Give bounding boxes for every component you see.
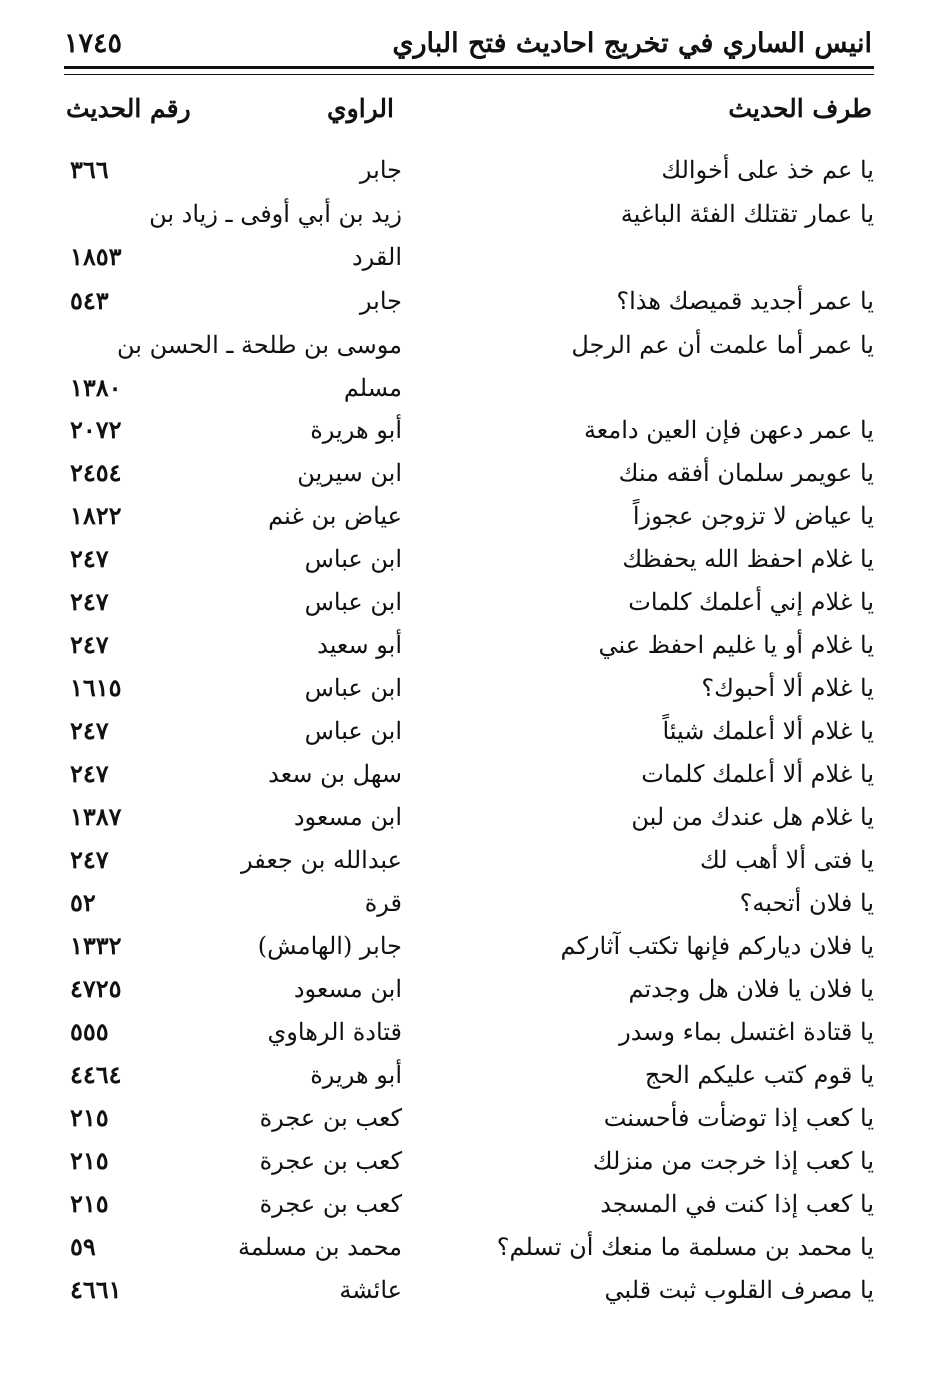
hadith-text: يا غلام ألا أعلمك كلمات [641,760,874,788]
table-row [0,840,944,880]
table-row [0,453,944,493]
header-rule-thick [64,66,874,69]
rawi-name: ابن سيرين [297,459,402,487]
rawi-name: جابر (الهامش) [257,932,402,960]
hadith-text: يا كعب إذا توضأت فأحسنت [603,1104,874,1132]
hadith-number: ٥٥٥ [70,1017,109,1046]
hadith-text: يا قوم كتب عليكم الحج [644,1061,874,1089]
rawi-name: محمد بن مسلمة [238,1233,402,1261]
rawi-name: أبو هريرة [310,416,402,444]
table-row [0,883,944,923]
rawi-name: أبو سعيد [317,631,402,659]
hadith-text: يا فلان يا فلان هل وجدتم [628,975,874,1003]
rawi-name: كعب بن عجرة [259,1147,402,1175]
hadith-text: يا غلام إني أعلمك كلمات [628,588,874,616]
hadith-number: ٢١٥ [70,1189,109,1218]
rawi-name: قرة [364,889,402,917]
column-header-rawi: الراوي [327,94,394,123]
rawi-name: قتادة الرهاوي [267,1018,402,1046]
table-row [0,1270,944,1310]
hadith-number: ٢٤٧ [70,630,109,659]
hadith-number: ٥٢ [70,888,96,917]
rawi-name: كعب بن عجرة [259,1190,402,1218]
hadith-text: يا غلام احفظ الله يحفظك [622,545,874,573]
page-number: ١٧٤٥ [64,28,123,59]
table-row [0,539,944,579]
hadith-text: يا فلان أتحبه؟ [739,889,874,917]
table-row [0,711,944,751]
rawi-name: ابن عباس [304,717,402,745]
rawi-name: موسى بن طلحة ـ الحسن بن [117,331,402,359]
table-row [0,237,944,277]
hadith-number: ٢٤٧ [70,716,109,745]
hadith-text: يا فلان دياركم فإنها تكتب آثاركم [560,932,874,960]
rawi-name: مسلم [343,374,402,402]
hadith-text: يا غلام ألا أحبوك؟ [701,674,874,702]
rawi-name: أبو هريرة [310,1061,402,1089]
hadith-text: يا عمر أما علمت أن عم الرجل [571,331,874,359]
table-row [0,1227,944,1267]
rawi-name: جابر [359,287,402,315]
hadith-text: يا كعب إذا كنت في المسجد [600,1190,874,1218]
hadith-text: يا عمر دعهن فإن العين دامعة [583,416,874,444]
table-row [0,368,944,408]
table-row [0,194,944,234]
hadith-number: ٢٠٧٢ [70,415,122,444]
hadith-number: ١٣٨٧ [70,802,122,831]
table-row [0,1055,944,1095]
hadith-text: يا مصرف القلوب ثبت قلبي [604,1276,874,1304]
column-header-number: رقم الحديث [66,94,191,123]
rawi-name: ابن عباس [304,674,402,702]
table-row [0,926,944,966]
rawi-name: ابن عباس [304,545,402,573]
header-rule-thin [64,74,874,75]
table-row [0,1012,944,1052]
rawi-name: ابن مسعود [293,975,402,1003]
hadith-text: يا غلام ألا أعلمك شيئاً [662,717,874,745]
hadith-text: يا عياض لا تزوجن عجوزاً [632,502,874,530]
table-row [0,1184,944,1224]
hadith-number: ١٨٢٢ [70,501,122,530]
rawi-name: ابن مسعود [293,803,402,831]
hadith-text: يا عمار تقتلك الفئة الباغية [620,200,874,228]
hadith-text: يا عم خذ على أخوالك [661,156,874,184]
table-row [0,797,944,837]
table-row [0,281,944,321]
rawi-name: ابن عباس [304,588,402,616]
hadith-text: يا عمر أجديد قميصك هذا؟ [616,287,874,315]
table-row [0,668,944,708]
hadith-number: ٥٩ [70,1232,96,1261]
rawi-name: سهل بن سعد [268,760,402,788]
hadith-number: ٢٤٧ [70,845,109,874]
table-row [0,582,944,622]
hadith-number: ١٦١٥ [70,673,122,702]
rawi-name: عبدالله بن جعفر [241,846,402,874]
hadith-number: ٤٧٢٥ [70,974,122,1003]
hadith-number: ٢٤٧ [70,759,109,788]
rawi-name: كعب بن عجرة [259,1104,402,1132]
rawi-name: زيد بن أبي أوفى ـ زياد بن [149,200,402,228]
hadith-text: يا غلام أو يا غليم احفظ عني [598,631,874,659]
table-row [0,1098,944,1138]
column-header-hadith: طرف الحديث [728,94,872,123]
hadith-number: ٢٤٥٤ [70,458,122,487]
rawi-name: القرد [351,243,402,271]
table-row [0,969,944,1009]
rawi-name: عائشة [339,1276,402,1304]
hadith-number: ١٨٥٣ [70,242,122,271]
hadith-text: يا فتى ألا أهب لك [699,846,874,874]
hadith-text: يا كعب إذا خرجت من منزلك [592,1147,874,1175]
hadith-number: ٢١٥ [70,1103,109,1132]
table-row [0,1141,944,1181]
hadith-number: ٣٦٦ [70,155,109,184]
hadith-text: يا محمد بن مسلمة ما منعك أن تسلم؟ [496,1233,874,1261]
table-row [0,496,944,536]
rawi-name: جابر [359,156,402,184]
table-row [0,625,944,665]
rawi-name: عياض بن غنم [268,502,402,530]
hadith-number: ٥٤٣ [70,286,109,315]
hadith-text: يا قتادة اغتسل بماء وسدر [619,1018,874,1046]
hadith-number: ٢٤٧ [70,587,109,616]
hadith-number: ٤٦٦١ [70,1275,122,1304]
table-row [0,410,944,450]
hadith-number: ٢١٥ [70,1146,109,1175]
table-row [0,325,944,365]
hadith-text: يا عويمر سلمان أفقه منك [618,459,874,487]
hadith-number: ٤٤٦٤ [70,1060,122,1089]
hadith-number: ١٣٨٠ [70,373,122,402]
table-row [0,150,944,190]
running-title: انيس الساري في تخريج احاديث فتح الباري [392,28,872,59]
table-row [0,754,944,794]
hadith-number: ٢٤٧ [70,544,109,573]
hadith-number: ١٣٣٢ [70,931,122,960]
hadith-text: يا غلام هل عندك من لبن [631,803,874,831]
